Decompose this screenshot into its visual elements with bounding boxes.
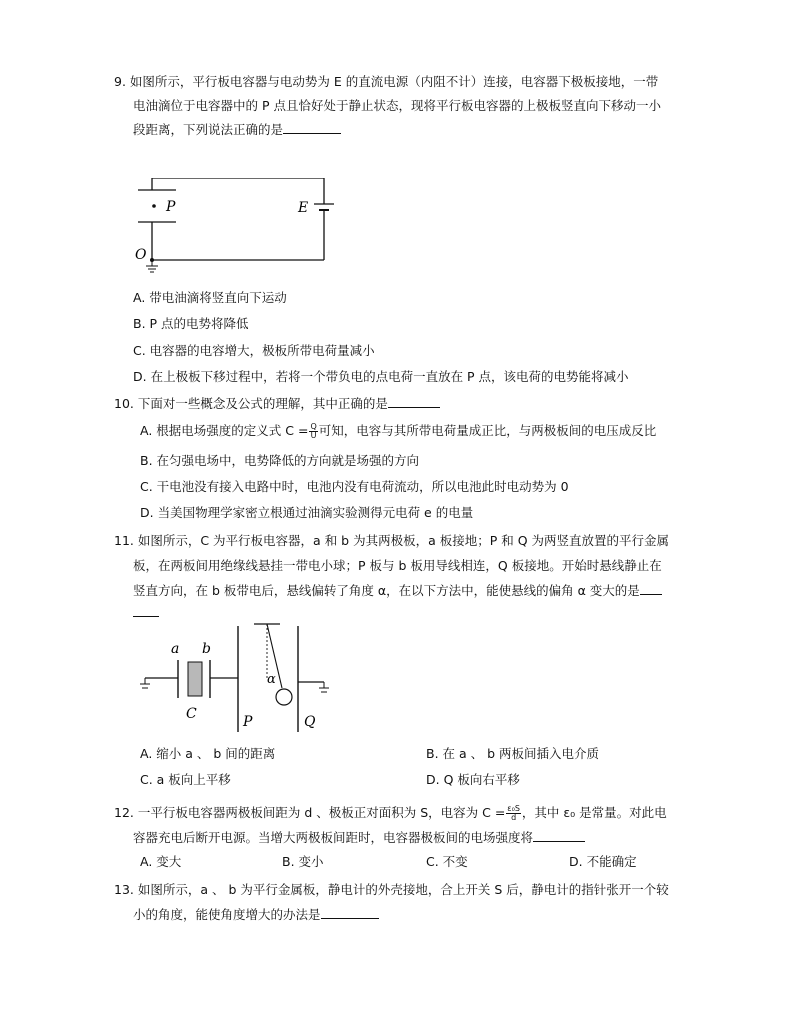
q11-option-b: B. 在 a 、 b 两板间插入电介质 (426, 746, 600, 761)
q12-option-d: D. 不能确定 (569, 854, 637, 869)
q11-capacitor-pendulum-diagram (136, 622, 336, 734)
q9-option-c: C. 电容器的电容增大，极板所带电荷量减小 (133, 343, 375, 358)
answer-blank (283, 121, 341, 134)
q10-option-a-pre: A. 根据电场强度的定义式 C = (140, 423, 309, 438)
q9-option-b: B. P 点的电势将降低 (133, 316, 249, 331)
q10-line-1-text: 10. 下面对一些概念及公式的理解，其中正确的是 (114, 396, 388, 411)
fraction-denominator: d (511, 813, 517, 822)
q11-line-1: 11. 如图所示，C 为平行板电容器，a 和 b 为其两极板，a 板接地；P 和 Q 为两竖直放置的平行金属 (114, 533, 670, 548)
q11-line-3-text: 竖直方向，在 b 板带电后，悬线偏转了角度 α，在以下方法中，能使悬线的偏角 α 变大的是 (133, 583, 640, 598)
dielectric-slab (188, 662, 202, 696)
q12-line-1-post: ，其中 ε₀ 是常量。对此电 (521, 805, 667, 820)
q11-line-3 (133, 582, 662, 600)
q13-line-1: 13. 如图所示，a 、 b 为平行金属板，静电计的外壳接地，合上开关 S 后，静电计的指针张开一个较 (114, 882, 669, 897)
q11-option-c: C. a 板向上平移 (140, 772, 231, 787)
q9-circuit-diagram (128, 178, 338, 278)
answer-blank (388, 395, 440, 408)
label-alpha: α (267, 672, 276, 687)
q11-option-d: D. Q 板向右平移 (426, 772, 520, 787)
oil-drop-dot (152, 204, 156, 208)
fraction-q-over-u (309, 423, 317, 440)
fraction-numerator: ε₀S (507, 804, 520, 813)
q11-option-a: A. 缩小 a 、 b 间的距离 (140, 746, 276, 761)
q12-option-b: B. 变小 (282, 854, 324, 869)
fraction-eps-s-over-d (506, 805, 521, 822)
q10-option-d: D. 当美国物理学家密立根通过油滴实验测得元电荷 e 的电量 (140, 505, 474, 520)
label-b: b (202, 641, 211, 657)
q10-option-a (140, 422, 656, 440)
q12-line-2 (133, 829, 585, 847)
fraction-numerator: Q (310, 422, 317, 431)
label-e: E (298, 200, 309, 216)
q10-option-c: C. 干电池没有接入电路中时，电池内没有电荷流动，所以电池此时电动势为 0 (140, 479, 569, 494)
q9-option-d: D. 在上极板下移过程中，若将一个带负电的点电荷一直放在 P 点，该电荷的电势能将减小 (133, 369, 629, 384)
q10-option-a-post: 可知，电容与其所带电荷量成正比，与两极板间的电压成反比 (318, 423, 657, 438)
fraction-denominator: U (310, 431, 317, 440)
q12-line-1-pre: 12. 一平行板电容器两极板间距为 d 、极板正对面积为 S，电容为 C = (114, 805, 506, 820)
label-c: C (186, 706, 197, 722)
q9-line-2: 电油滴位于电容器中的 P 点且恰好处于静止状态，现将平行板电容器的上极板竖直向下移动一小 (133, 98, 661, 113)
q11-line-2: 板，在两板间用绝缘线悬挂一带电小球；P 板与 b 板用导线相连，Q 板接地。开始时悬线静止在 (133, 558, 662, 573)
q9-line-1: 9. 如图所示，平行板电容器与电动势为 E 的直流电源（内阻不计）连接，电容器下极板接地，一带 (114, 74, 659, 89)
q10-option-b: B. 在匀强电场中，电势降低的方向就是场强的方向 (140, 453, 420, 468)
q12-option-c: C. 不变 (426, 854, 468, 869)
q11-line-4 (133, 604, 159, 622)
q10-line-1 (114, 395, 440, 413)
answer-blank (533, 829, 585, 842)
q12-line-1 (114, 804, 667, 822)
label-o: O (135, 247, 147, 263)
label-p: P (243, 714, 253, 730)
answer-blank (640, 582, 662, 595)
label-p: P (166, 199, 176, 215)
q9-line-3 (133, 121, 341, 139)
q12-line-2-text: 容器充电后断开电源。当增大两极板间距时，电容器极板间的电场强度将 (133, 830, 534, 845)
answer-blank (321, 906, 379, 919)
q13-line-2 (133, 906, 379, 924)
q9-option-a: A. 带电油滴将竖直向下运动 (133, 290, 287, 305)
q13-line-2-text: 小的角度，能使角度增大的办法是 (133, 907, 321, 922)
q12-option-a: A. 变大 (140, 854, 182, 869)
label-a: a (171, 641, 180, 657)
label-q: Q (304, 714, 316, 730)
answer-blank-continued (133, 604, 159, 617)
charged-ball (276, 689, 292, 705)
q9-line-3-text: 段距离，下列说法正确的是 (133, 122, 284, 137)
